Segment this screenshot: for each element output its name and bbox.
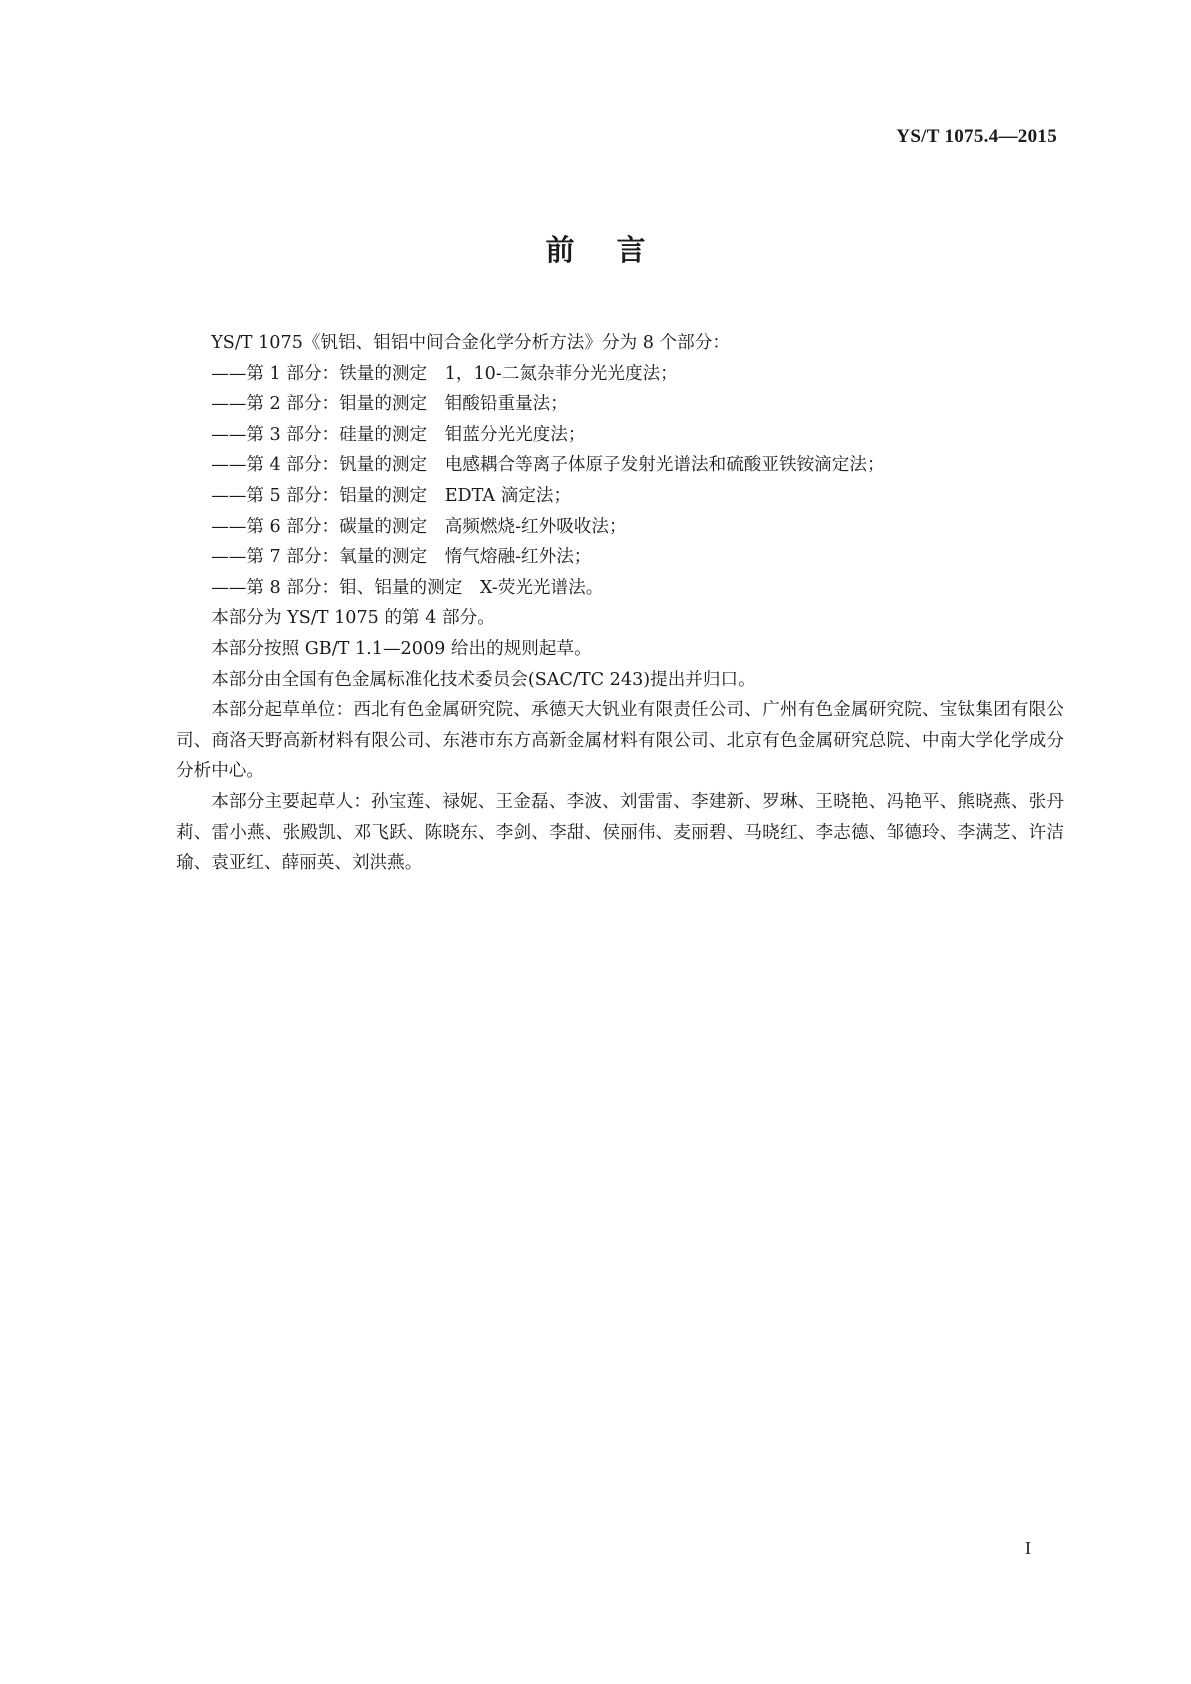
part-title: ——第 8 部分：钼、铝量的测定 bbox=[211, 577, 463, 598]
part-title: ——第 4 部分：钒量的测定 bbox=[211, 455, 428, 476]
part-method: 电感耦合等离子体原子发射光谱法和硫酸亚铁铵滴定法； bbox=[444, 455, 885, 476]
part-list-item bbox=[176, 389, 1064, 420]
part-method: 1，10-二氮杂菲分光光度法； bbox=[444, 363, 678, 384]
part-list-item bbox=[176, 573, 1064, 604]
part-title: ——第 6 部分：碳量的测定 bbox=[211, 516, 428, 537]
proposed-by-paragraph: 本部分由全国有色金属标准化技术委员会(SAC/TC 243)提出并归口。 bbox=[211, 669, 756, 690]
part-method: 钼蓝分光光度法； bbox=[444, 424, 586, 445]
part-title: ——第 2 部分：钼量的测定 bbox=[211, 394, 428, 415]
drafters-paragraph: 本部分主要起草人：孙宝莲、禄妮、王金磊、李波、刘雷雷、李建新、罗琳、王晓艳、冯艳平、熊晓燕、张丹莉、雷小燕、张殿凯、邓飞跃、陈晓东、李剑、李甜、侯丽伟、麦丽碧、马晓红、李志德、邹德玲、李满芝、许洁瑜、袁亚红、薛丽英、刘洪燕。 bbox=[176, 791, 1064, 874]
page-title: 前言 bbox=[545, 233, 688, 267]
document-body bbox=[176, 328, 1064, 879]
part-method: 惰气熔融-红外法； bbox=[444, 547, 592, 568]
part-method: EDTA 滴定法； bbox=[444, 485, 572, 506]
drafting-rules-paragraph: 本部分按照 GB/T 1.1—2009 给出的规则起草。 bbox=[211, 638, 592, 659]
drafting-units-paragraph: 本部分起草单位：西北有色金属研究院、承德天大钒业有限责任公司、广州有色金属研究院、宝钛集团有限公司、商洛天野高新材料有限公司、东港市东方高新金属材料有限公司、北京有色金属研究总院、中南大学化学成分分析中心。 bbox=[176, 700, 1064, 782]
part-list-item bbox=[176, 481, 1064, 512]
part-method: 钼酸铅重量法； bbox=[444, 394, 568, 415]
intro-paragraph: YS/T 1075《钒铝、钼铝中间合金化学分析方法》分为 8 个部分： bbox=[211, 333, 730, 353]
part-method: 高频燃烧-红外吸收法； bbox=[444, 516, 627, 537]
part-title: ——第 3 部分：硅量的测定 bbox=[211, 424, 428, 445]
part-list-item bbox=[176, 542, 1064, 573]
part-list-item bbox=[176, 420, 1064, 451]
part-note-paragraph: 本部分为 YS/T 1075 的第 4 部分。 bbox=[211, 608, 495, 629]
part-title: ——第 5 部分：铝量的测定 bbox=[211, 485, 428, 506]
part-title: ——第 1 部分：铁量的测定 bbox=[211, 363, 428, 384]
standard-code: YS/T 1075.4—2015 bbox=[896, 126, 1057, 147]
part-list-item bbox=[176, 512, 1064, 543]
page-number: I bbox=[1025, 1538, 1031, 1558]
part-list-item bbox=[176, 359, 1064, 390]
part-title: ——第 7 部分：氧量的测定 bbox=[211, 547, 428, 568]
part-list-item bbox=[176, 450, 1064, 481]
part-method: X-荧光光谱法。 bbox=[479, 577, 604, 598]
